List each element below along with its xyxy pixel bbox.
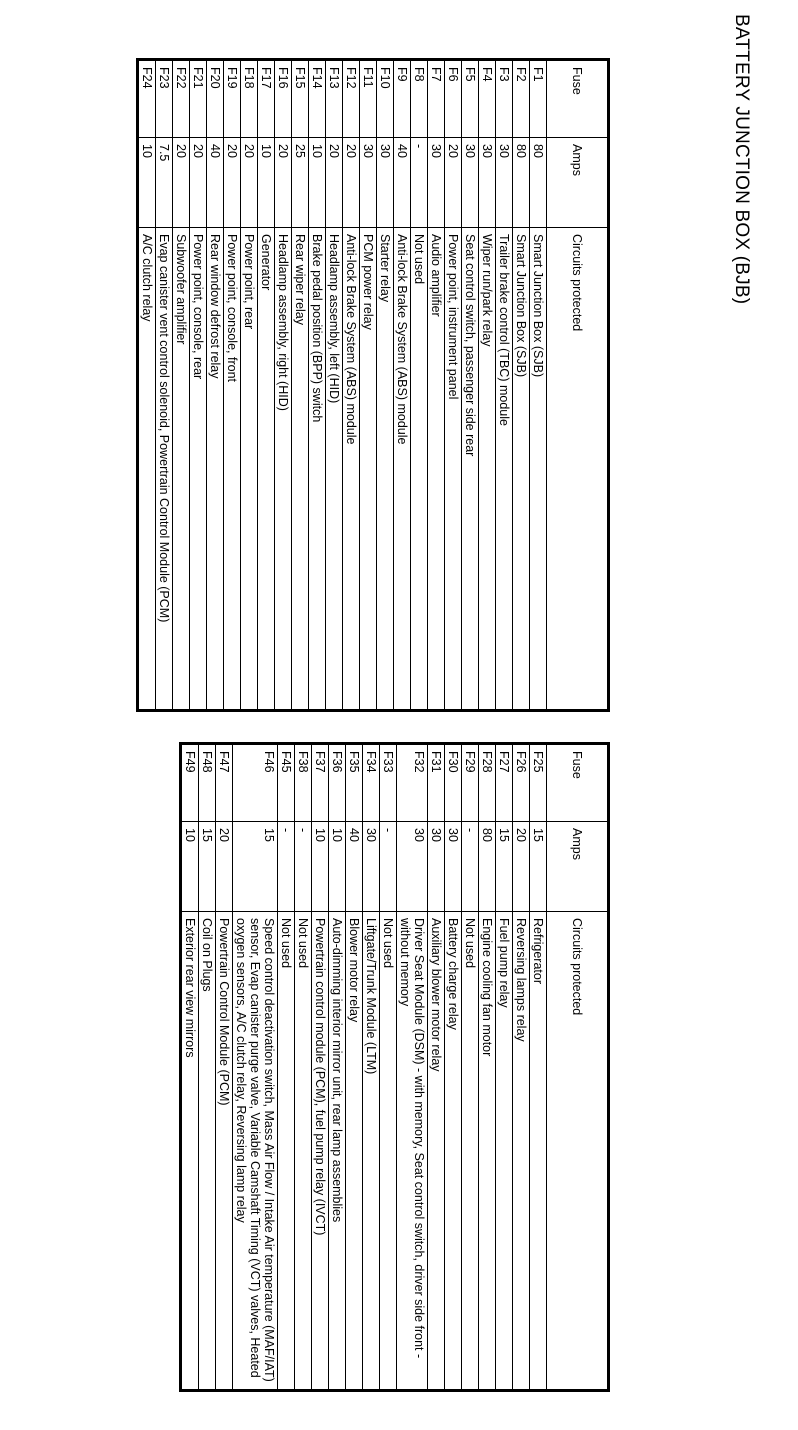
- amps-cell: 30: [445, 822, 462, 912]
- fuse-cell: F30: [445, 744, 462, 822]
- amps-cell: 20: [445, 138, 462, 228]
- table-row: [329, 744, 346, 1391]
- circuit-cell: Not used: [295, 912, 312, 1391]
- fuse-column-header: Fuse: [547, 60, 609, 138]
- circuit-cell: Anti-lock Brake System (ABS) module: [343, 228, 360, 711]
- circuits-column-header: Circuits protected: [547, 228, 609, 711]
- table-row: [530, 60, 547, 711]
- circuit-cell: Engine cooling fan motor: [479, 912, 496, 1391]
- fuse-cell: F46: [233, 744, 278, 822]
- circuit-cell: Starter relay: [377, 228, 394, 711]
- fuse-cell: F9: [394, 60, 411, 138]
- fuse-cell: F21: [190, 60, 207, 138]
- fuse-cell: F32: [397, 744, 428, 822]
- circuit-cell: Smart Junction Box (SJB): [513, 228, 530, 711]
- circuit-cell: Reversing lamps relay: [513, 912, 530, 1391]
- table-row: [199, 744, 216, 1391]
- circuit-cell: Smart Junction Box (SJB): [530, 228, 547, 711]
- fuse-cell: F35: [346, 744, 363, 822]
- circuit-cell: Generator: [258, 228, 275, 711]
- circuit-cell: Power point, console, front: [224, 228, 241, 711]
- fuse-table-2: [179, 742, 610, 1392]
- amps-cell: 30: [462, 138, 479, 228]
- circuit-cell: Audio amplifier: [428, 228, 445, 711]
- fuse-cell: F26: [513, 744, 530, 822]
- table-row: [377, 60, 394, 711]
- table-row: [513, 744, 530, 1391]
- table-row: [292, 60, 309, 711]
- table-row: [428, 744, 445, 1391]
- amps-cell: 80: [530, 138, 547, 228]
- circuit-cell: Exterior rear view mirrors: [181, 912, 199, 1391]
- fuse-column-header: Fuse: [547, 744, 609, 822]
- amps-cell: 20: [343, 138, 360, 228]
- amps-cell: 10: [329, 822, 346, 912]
- fuse-cell: F24: [138, 60, 156, 138]
- table-row: [363, 744, 380, 1391]
- fuse-cell: F22: [173, 60, 190, 138]
- table-row: [479, 60, 496, 711]
- circuit-cell: PCM power relay: [360, 228, 377, 711]
- amps-cell: 20: [216, 822, 233, 912]
- amps-cell: 20: [190, 138, 207, 228]
- fuse-cell: F45: [278, 744, 295, 822]
- circuit-cell: Evap canister vent control solenoid, Powertrain Control Module (PCM): [156, 228, 173, 711]
- amps-cell: 30: [360, 138, 377, 228]
- table-row: [513, 60, 530, 711]
- amps-cell: 10: [258, 138, 275, 228]
- amps-cell: 20: [173, 138, 190, 228]
- table-row: [190, 60, 207, 711]
- table-row: [462, 60, 479, 711]
- fuse-cell: F7: [428, 60, 445, 138]
- table-row: [496, 744, 513, 1391]
- amps-column-header: Amps: [547, 138, 609, 228]
- amps-cell: 30: [428, 822, 445, 912]
- circuit-cell: Brake pedal position (BPP) switch: [309, 228, 326, 711]
- fuse-cell: F19: [224, 60, 241, 138]
- fuse-cell: F5: [462, 60, 479, 138]
- circuit-cell: Not used: [278, 912, 295, 1391]
- fuse-cell: F47: [216, 744, 233, 822]
- circuit-cell: Coil on Plugs: [199, 912, 216, 1391]
- table-row: [445, 60, 462, 711]
- amps-cell: -: [462, 822, 479, 912]
- fuse-cell: F6: [445, 60, 462, 138]
- fuse-cell: F14: [309, 60, 326, 138]
- circuit-cell: Powertrain Control Module (PCM): [216, 912, 233, 1391]
- table-row: [380, 744, 397, 1391]
- circuit-cell: Auxiliary blower motor relay: [428, 912, 445, 1391]
- fuse-cell: F2: [513, 60, 530, 138]
- amps-cell: 10: [312, 822, 329, 912]
- amps-cell: 30: [397, 822, 428, 912]
- fuse-cell: F17: [258, 60, 275, 138]
- amps-cell: 15: [233, 822, 278, 912]
- table-row: [479, 744, 496, 1391]
- table-row: [258, 60, 275, 711]
- fuse-cell: F25: [530, 744, 547, 822]
- table-row: [445, 744, 462, 1391]
- amps-cell: 15: [199, 822, 216, 912]
- fuse-cell: F8: [411, 60, 428, 138]
- amps-cell: -: [278, 822, 295, 912]
- circuit-cell: Not used: [462, 912, 479, 1391]
- table-row: [275, 60, 292, 711]
- table-row: [278, 744, 295, 1391]
- circuit-cell: Seat control switch, passenger side rear: [462, 228, 479, 711]
- table-row: [312, 744, 329, 1391]
- fuse-cell: F31: [428, 744, 445, 822]
- circuit-cell: Headlamp assembly, left (HID): [326, 228, 343, 711]
- amps-cell: 30: [496, 138, 513, 228]
- amps-cell: -: [380, 822, 397, 912]
- circuit-cell: Wiper run/park relay: [479, 228, 496, 711]
- circuit-cell: Battery charge relay: [445, 912, 462, 1391]
- circuit-cell: Power point, console, rear: [190, 228, 207, 711]
- amps-cell: 25: [292, 138, 309, 228]
- amps-cell: 20: [241, 138, 258, 228]
- circuit-cell: Not used: [411, 228, 428, 711]
- table-row: [233, 744, 278, 1391]
- table-row: [295, 744, 312, 1391]
- fuse-cell: F34: [363, 744, 380, 822]
- table-row: [411, 60, 428, 711]
- table-row: [309, 60, 326, 711]
- circuit-cell: Power point, rear: [241, 228, 258, 711]
- amps-cell: 20: [275, 138, 292, 228]
- fuse-cell: F12: [343, 60, 360, 138]
- table-row: [224, 60, 241, 711]
- circuit-cell: Not used: [380, 912, 397, 1391]
- fuse-cell: F37: [312, 744, 329, 822]
- circuit-cell: Fuel pump relay: [496, 912, 513, 1391]
- amps-cell: 10: [309, 138, 326, 228]
- amps-cell: 15: [530, 822, 547, 912]
- amps-cell: -: [295, 822, 312, 912]
- table-row: [462, 744, 479, 1391]
- circuit-cell: Anti-lock Brake System (ABS) module: [394, 228, 411, 711]
- amps-cell: 30: [428, 138, 445, 228]
- circuit-cell: Refrigerator: [530, 912, 547, 1391]
- amps-cell: 30: [479, 138, 496, 228]
- circuits-column-header: Circuits protected: [547, 912, 609, 1391]
- circuit-cell: Liftgate/Trunk Module (LTM): [363, 912, 380, 1391]
- table-row: [428, 60, 445, 711]
- table-row: [360, 60, 377, 711]
- amps-cell: 30: [363, 822, 380, 912]
- amps-cell: 10: [138, 138, 156, 228]
- circuit-cell: Driver Seat Module (DSM) - with memory, Seat control switch, driver side front - without memory: [397, 912, 428, 1391]
- fuse-cell: F11: [360, 60, 377, 138]
- fuse-cell: F13: [326, 60, 343, 138]
- page-title: BATTERY JUNCTION BOX (BJB): [731, 14, 752, 305]
- fuse-cell: F38: [295, 744, 312, 822]
- table-row: [173, 60, 190, 711]
- amps-cell: 40: [207, 138, 224, 228]
- fuse-table-1: [136, 58, 610, 712]
- circuit-cell: Subwoofer amplifier: [173, 228, 190, 711]
- table-row: [326, 60, 343, 711]
- circuit-cell: Speed control deactivation switch, Mass Air Flow / Intake Air temperature (MAF/IAT) sensor, Evap canister purge valve, Variable Camshaft Timing (VCT) valves, Heated oxygen sensors, A/C clutch relay, Reversing lamp relay: [233, 912, 278, 1391]
- fuse-table-2-body: [181, 744, 547, 1391]
- fuse-cell: F27: [496, 744, 513, 822]
- fuse-cell: F33: [380, 744, 397, 822]
- fuse-cell: F23: [156, 60, 173, 138]
- table-row: [346, 744, 363, 1391]
- fuse-cell: F28: [479, 744, 496, 822]
- table-row: [241, 60, 258, 711]
- table-row: [343, 60, 360, 711]
- amps-cell: 40: [394, 138, 411, 228]
- fuse-cell: F1: [530, 60, 547, 138]
- fuse-cell: F4: [479, 60, 496, 138]
- fuse-cell: F49: [181, 744, 199, 822]
- circuit-cell: Auto-dimming interior mirror unit, rear lamp assemblies: [329, 912, 346, 1391]
- fuse-cell: F3: [496, 60, 513, 138]
- amps-cell: 20: [224, 138, 241, 228]
- fuse-cell: F29: [462, 744, 479, 822]
- fuse-cell: F20: [207, 60, 224, 138]
- table-row: [138, 60, 156, 711]
- amps-cell: 80: [479, 822, 496, 912]
- circuit-cell: A/C clutch relay: [138, 228, 156, 711]
- table-header-row: [547, 744, 609, 1391]
- table-row: [496, 60, 513, 711]
- circuit-cell: Rear window defrost relay: [207, 228, 224, 711]
- table-header-row: [547, 60, 609, 711]
- circuit-cell: Rear wiper relay: [292, 228, 309, 711]
- table-row: [181, 744, 199, 1391]
- amps-cell: 30: [377, 138, 394, 228]
- table-row: [397, 744, 428, 1391]
- fuse-cell: F36: [329, 744, 346, 822]
- table-row: [394, 60, 411, 711]
- amps-cell: -: [411, 138, 428, 228]
- amps-cell: 10: [181, 822, 199, 912]
- table-row: [207, 60, 224, 711]
- circuit-cell: Blower motor relay: [346, 912, 363, 1391]
- fuse-cell: F10: [377, 60, 394, 138]
- circuit-cell: Powertrain control module (PCM), fuel pump relay (IVCT): [312, 912, 329, 1391]
- fuse-table-1-grid: [136, 58, 610, 712]
- amps-cell: 20: [513, 822, 530, 912]
- fuse-table-2-grid: [179, 742, 610, 1392]
- circuit-cell: Headlamp assembly, right (HID): [275, 228, 292, 711]
- amps-cell: 80: [513, 138, 530, 228]
- amps-cell: 7.5: [156, 138, 173, 228]
- table-row: [530, 744, 547, 1391]
- fuse-cell: F15: [292, 60, 309, 138]
- amps-cell: 20: [326, 138, 343, 228]
- amps-cell: 40: [346, 822, 363, 912]
- amps-cell: 15: [496, 822, 513, 912]
- fuse-cell: F48: [199, 744, 216, 822]
- circuit-cell: Trailer brake control (TBC) module: [496, 228, 513, 711]
- fuse-cell: F16: [275, 60, 292, 138]
- fuse-cell: F18: [241, 60, 258, 138]
- table-row: [156, 60, 173, 711]
- circuit-cell: Power point, instrument panel: [445, 228, 462, 711]
- amps-column-header: Amps: [547, 822, 609, 912]
- fuse-table-1-body: [138, 60, 547, 711]
- table-row: [216, 744, 233, 1391]
